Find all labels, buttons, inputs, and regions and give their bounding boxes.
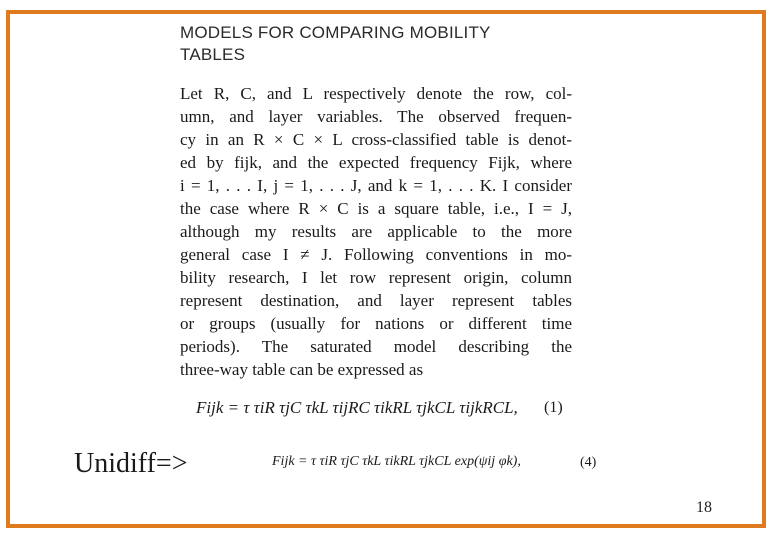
- paragraph-line: umn, and layer variables. The observed frequen-: [180, 107, 572, 126]
- paragraph-line: bility research, I let row represent origin, column: [180, 268, 572, 287]
- page-number: 18: [696, 499, 712, 516]
- paragraph-line: general case I ≠ J. Following conventions in mo-: [180, 245, 572, 264]
- heading-line-2: TABLES: [180, 45, 246, 64]
- paragraph-line: cy in an R × C × L cross-classified table is denot-: [180, 130, 572, 149]
- paragraph-line: represent destination, and layer represent tables: [180, 291, 572, 310]
- equation-4: Fijk = τ τiR τjC τkL τikRL τjkCL exp(ψij φk),: [272, 454, 521, 469]
- equation-1: Fijk = τ τiR τjC τkL τijRC τikRL τjkCL τijkRCL,: [196, 398, 518, 417]
- paragraph-line: ed by fijk, and the expected frequency Fijk, where: [180, 153, 572, 172]
- equation-4-number: (4): [580, 455, 597, 470]
- paragraph-line: three-way table can be expressed as: [180, 360, 424, 379]
- paragraph-line: the case where R × C is a square table, i.e., I = J,: [180, 199, 572, 218]
- paragraph-line: or groups (usually for nations or different time: [180, 314, 572, 333]
- paragraph-line: although my results are applicable to the more: [180, 222, 572, 241]
- unidiff-label: Unidiff=>: [74, 448, 188, 479]
- equation-1-number: (1): [544, 399, 563, 416]
- paragraph-line: Let R, C, and L respectively denote the row, col-: [180, 84, 572, 103]
- paragraph-line: i = 1, . . . I, j = 1, . . . J, and k = 1, . . . K. I consider: [180, 176, 572, 195]
- heading-line-1: MODELS FOR COMPARING MOBILITY: [180, 23, 491, 42]
- section-heading: [180, 22, 580, 66]
- body-paragraph: [180, 82, 572, 381]
- paragraph-line: periods). The saturated model describing the: [180, 337, 572, 356]
